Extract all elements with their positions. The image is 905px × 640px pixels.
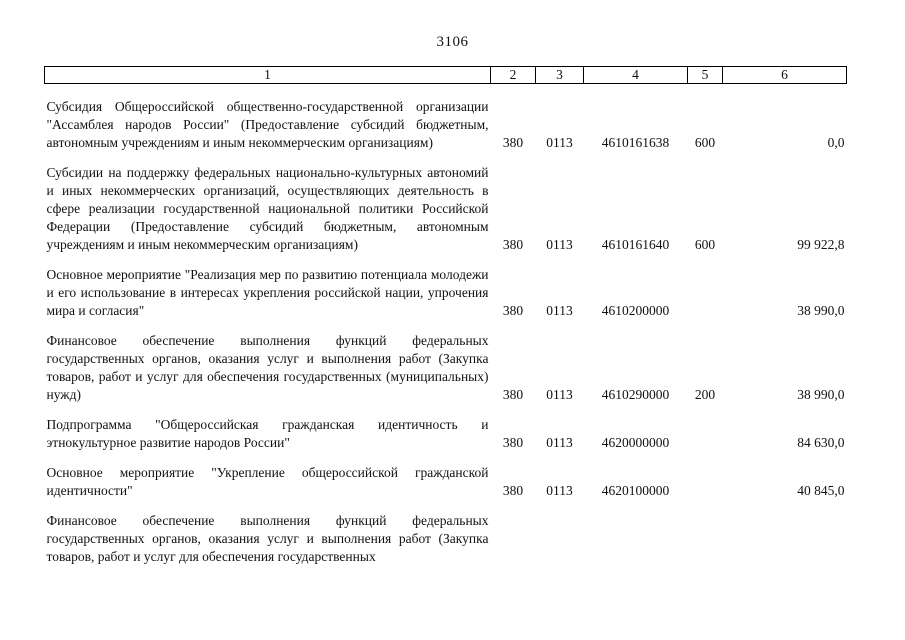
table-row xyxy=(45,506,847,566)
column-header-4: 4 xyxy=(584,67,688,84)
row-col2: 380 xyxy=(502,435,524,450)
row-col2 xyxy=(491,506,536,566)
row-col2: 380 xyxy=(502,135,524,150)
row-col3: 0113 xyxy=(546,387,573,402)
budget-table xyxy=(44,66,847,566)
row-description: Основное мероприятие "Укрепление общероссийской гражданской идентичности" xyxy=(46,465,489,498)
row-description: Основное мероприятие "Реализация мер по развитию потенциала молодежи и его использование в интересах укрепления российской нации, упрочения мира и согласия" xyxy=(46,267,489,318)
column-header-6: 6 xyxy=(723,67,847,84)
row-col6: 40 845,0 xyxy=(797,483,845,498)
table-spacer xyxy=(45,84,847,93)
row-col3 xyxy=(536,506,584,566)
row-col3: 0113 xyxy=(546,237,573,252)
row-col2: 380 xyxy=(502,483,524,498)
row-description: Финансовое обеспечение выполнения функций федеральных государственных органов, оказания услуг и выполнения работ (Закупка товаров, работ и услуг для обеспечения государственных (муниципальных) нужд) xyxy=(46,333,489,402)
row-col6 xyxy=(723,506,847,566)
row-col6: 99 922,8 xyxy=(797,237,845,252)
row-col6: 38 990,0 xyxy=(797,387,845,402)
row-col5 xyxy=(688,458,723,506)
row-col3: 0113 xyxy=(546,435,573,450)
row-col3: 0113 xyxy=(546,483,573,498)
row-col2: 380 xyxy=(502,387,524,402)
row-col5: 600 xyxy=(694,237,716,252)
table-row xyxy=(45,410,847,458)
column-header-5: 5 xyxy=(688,67,723,84)
row-col3: 0113 xyxy=(546,135,573,150)
row-col5: 600 xyxy=(694,135,716,150)
row-col5: 200 xyxy=(694,387,716,402)
row-col6: 38 990,0 xyxy=(797,303,845,318)
row-col3: 0113 xyxy=(546,303,573,318)
column-header-2: 2 xyxy=(491,67,536,84)
row-description: Подпрограмма "Общероссийская гражданская идентичность и этнокультурное развитие народов России" xyxy=(46,417,489,450)
table-row xyxy=(45,326,847,410)
row-col4: 4620100000 xyxy=(601,483,670,498)
header-row xyxy=(45,67,847,84)
row-description: Субсидия Общероссийской общественно-государственной организации "Ассамблея народов России" (Предоставление субсидий бюджетным, автономным учреждениям и иным некоммерческим организациям) xyxy=(46,99,489,150)
row-col4: 4610161640 xyxy=(601,237,670,252)
row-col4 xyxy=(584,506,688,566)
row-col4: 4610200000 xyxy=(601,303,670,318)
table-row xyxy=(45,458,847,506)
table-header xyxy=(45,67,847,84)
column-header-3: 3 xyxy=(536,67,584,84)
row-col2: 380 xyxy=(502,303,524,318)
row-col6: 84 630,0 xyxy=(797,435,845,450)
row-col6: 0,0 xyxy=(827,135,845,150)
row-description: Субсидии на поддержку федеральных национально-культурных автономий и иных некоммерческих организаций, осуществляющих деятельность в сфере реализации государственной национальной политики Российской Федерации (Предоставление субсидий бюджетным, автономным учреждениям и иным некоммерческим организациям) xyxy=(46,165,489,252)
row-description: Финансовое обеспечение выполнения функций федеральных государственных органов, оказания услуг и выполнения работ (Закупка товаров, работ и услуг для обеспечения государственных xyxy=(46,513,489,564)
row-col5 xyxy=(688,260,723,326)
page-number: 3106 xyxy=(436,34,469,50)
table-body xyxy=(45,84,847,567)
row-col4: 4620000000 xyxy=(601,435,670,450)
table-row xyxy=(45,92,847,158)
column-header-1: 1 xyxy=(45,67,491,84)
table-row xyxy=(45,158,847,260)
row-col2: 380 xyxy=(502,237,524,252)
row-col5 xyxy=(688,410,723,458)
row-col4: 4610290000 xyxy=(601,387,670,402)
spacer-cell xyxy=(45,84,847,93)
table-row xyxy=(45,260,847,326)
row-col4: 4610161638 xyxy=(601,135,670,150)
row-col5 xyxy=(688,506,723,566)
